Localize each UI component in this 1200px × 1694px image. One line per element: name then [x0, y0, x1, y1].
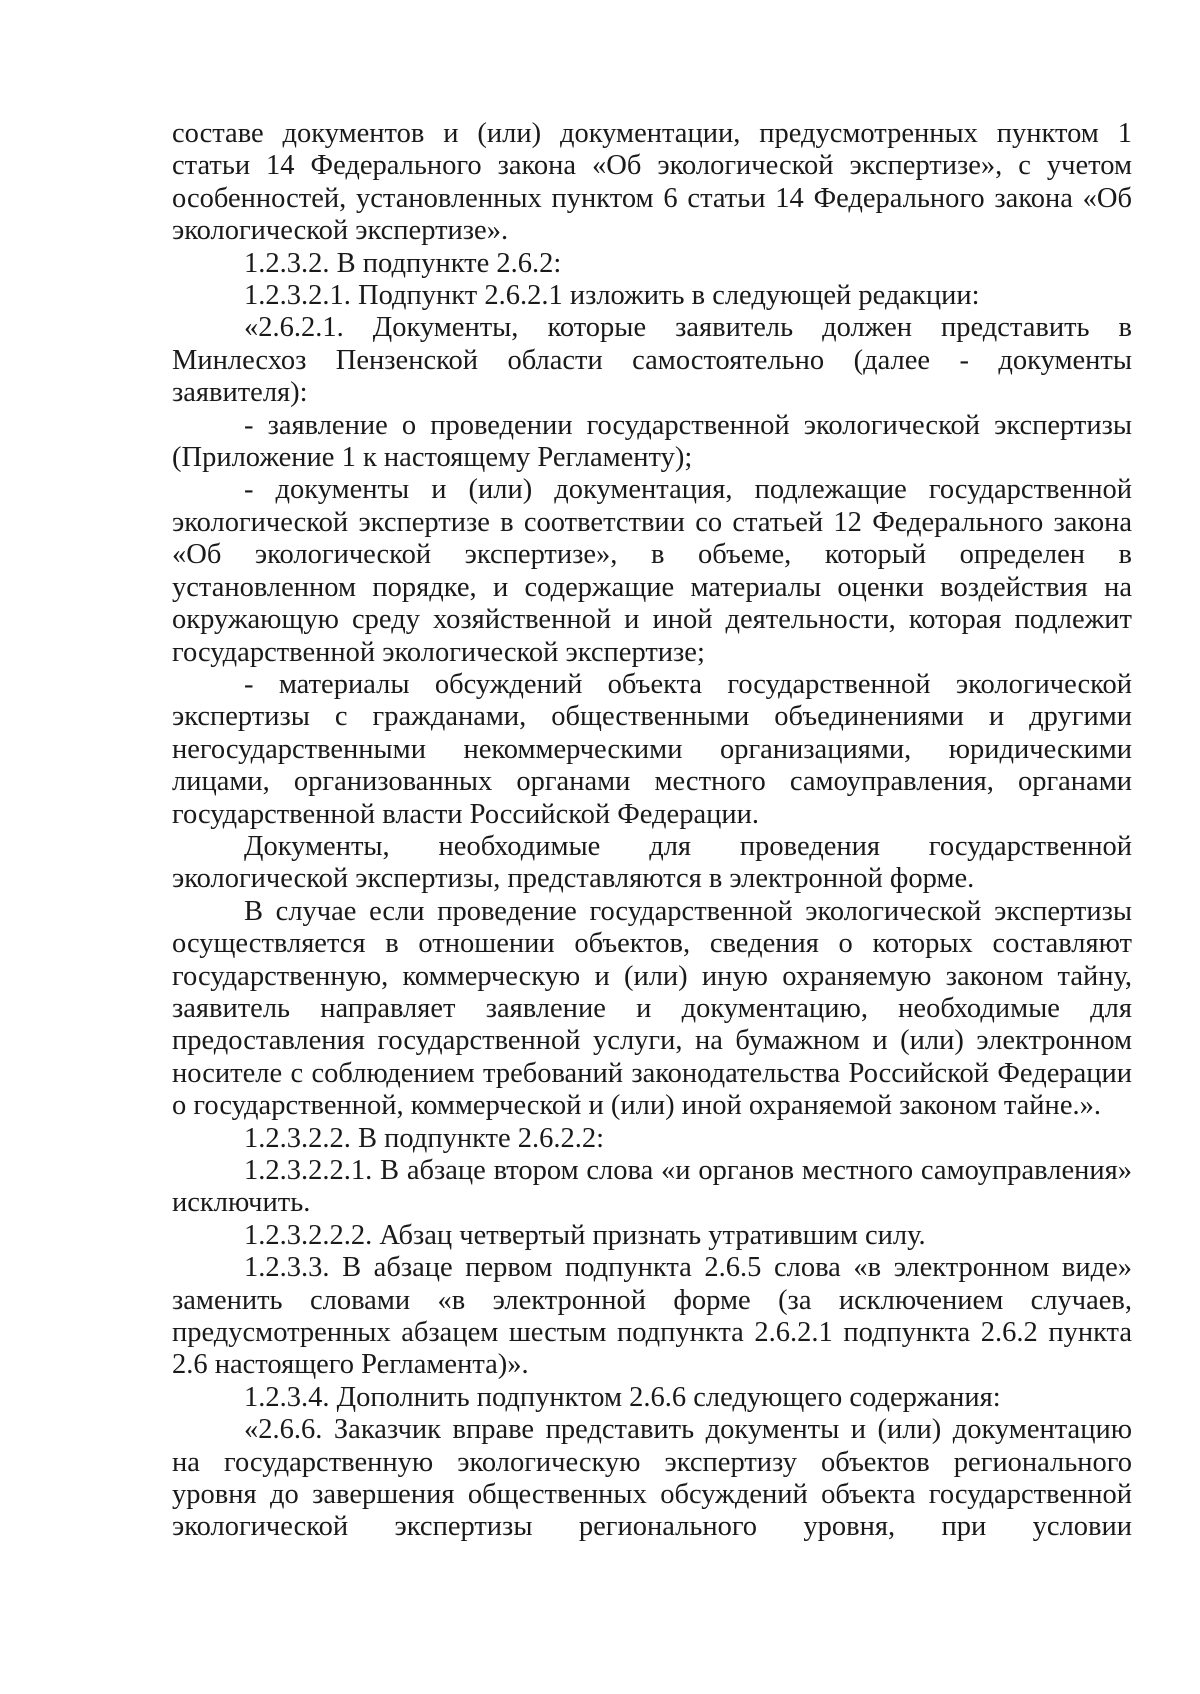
- paragraph-8: Документы, необходимые для проведения государственной экологической экспертизы, представляются в электронной форме.: [172, 830, 1132, 895]
- paragraph-14: 1.2.3.4. Дополнить подпунктом 2.6.6 следующего содержания:: [244, 1381, 1001, 1413]
- paragraph-4: «2.6.2.1. Документы, которые заявитель должен представить в Минлесхоз Пензенской области самостоятельно (далее - документы заявителя):: [172, 312, 1132, 409]
- document-page: [172, 118, 1132, 1544]
- paragraph-12: 1.2.3.2.2.2. Абзац четвертый признать утратившим силу.: [244, 1219, 926, 1251]
- paragraph-15: «2.6.6. Заказчик вправе представить документы и (или) документацию на государственную экологическую экспертизу объектов регионального уровня до завершения общественных обсуждений объекта государственной экологической экспертизы регионального уровня, при условии: [172, 1414, 1132, 1543]
- paragraph-3: 1.2.3.2.1. Подпункт 2.6.2.1 изложить в следующей редакции:: [244, 280, 980, 312]
- paragraph-1: составе документов и (или) документации, предусмотренных пунктом 1 статьи 14 Федерального закона «Об экологической экспертизе», с учетом особенностей, установленных пунктом 6 статьи 14 Федерального закона «Об экологической экспертизе».: [172, 118, 1132, 247]
- paragraph-11: 1.2.3.2.2.1. В абзаце втором слова «и органов местного самоуправления» исключить.: [172, 1155, 1132, 1219]
- paragraph-13: 1.2.3.3. В абзаце первом подпункта 2.6.5 слова «в электронном виде» заменить словами «в электронной форме (за исключением случаев, предусмотренных абзацем шестым подпункта 2.6.2.1 подпункта 2.6.2 пункта 2.6 настоящего Регламента)».: [172, 1252, 1132, 1381]
- paragraph-7: - материалы обсуждений объекта государственной экологической экспертизы с гражданами, общественными объединениями и другими негосударственными некоммерческими организациями, юридическими лицами, организованных органами местного самоуправления, органами государственной власти Российской Федерации.: [172, 668, 1132, 830]
- paragraph-5: - заявление о проведении государственной экологической экспертизы (Приложение 1 к настоящему Регламенту);: [172, 409, 1132, 474]
- paragraph-9: В случае если проведение государственной экологической экспертизы осуществляется в отношении объектов, сведения о которых составляют государственную, коммерческую и (или) иную охраняемую законом тайну, заявитель направляет заявление и документацию, необходимые для предоставления государственной услуги, на бумажном и (или) электронном носителе с соблюдением требований законодательства Российской Федерации о государственной, коммерческой и (или) иной охраняемой законом тайне.».: [172, 895, 1132, 1122]
- paragraph-2: 1.2.3.2. В подпункте 2.6.2:: [244, 247, 562, 279]
- paragraph-6: - документы и (или) документация, подлежащие государственной экологической экспертизе в соответствии со статьей 12 Федерального закона «Об экологической экспертизе», в объеме, который определен в установленном порядке, и содержащие материалы оценки воздействия на окружающую среду хозяйственной и иной деятельности, которая подлежит государственной экологической экспертизе;: [172, 474, 1132, 668]
- paragraph-10: 1.2.3.2.2. В подпункте 2.6.2.2:: [244, 1122, 605, 1154]
